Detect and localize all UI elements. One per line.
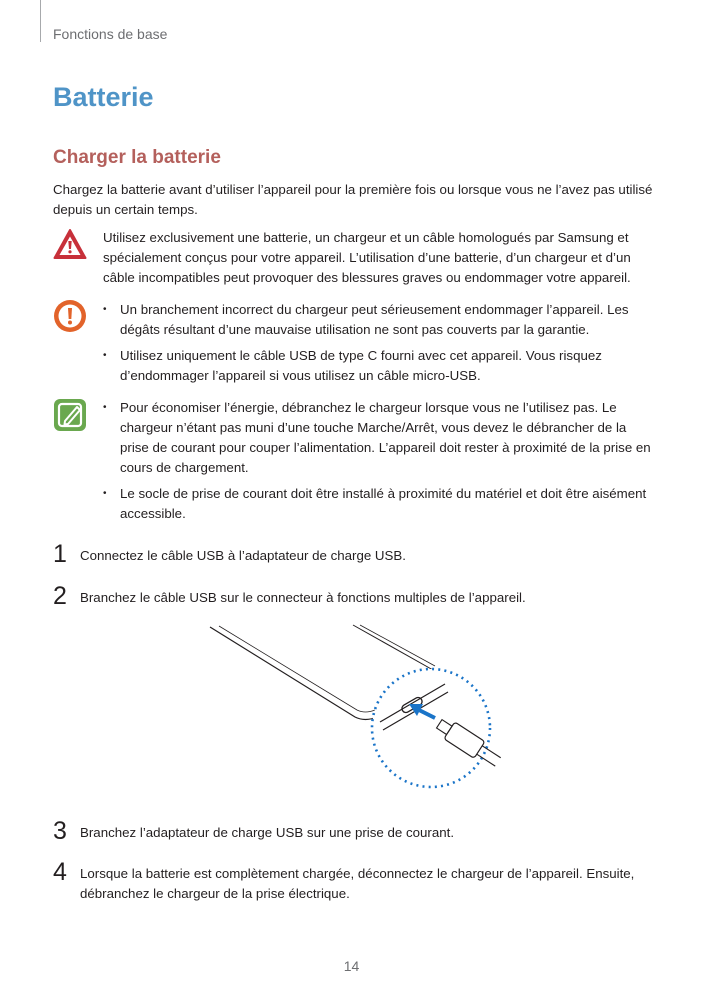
note-pencil-icon — [53, 398, 87, 432]
page-number: 14 — [343, 958, 360, 974]
step-text: Connectez le câble USB à l’adaptateur de charge USB. — [80, 548, 406, 563]
note-list — [103, 398, 653, 530]
step-number: 2 — [53, 582, 67, 610]
phone-side-edge — [360, 625, 435, 666]
note-item: • Le socle de prise de courant doit être installé à proximité du matériel et doit être aisément accessible. — [103, 484, 653, 524]
caution-item: • Utilisez uniquement le câble USB de type C fourni avec cet appareil. Vous risquez d’endommager l’appareil si vous utilisez un câble micro-USB. — [103, 346, 653, 386]
zoom-circle — [372, 669, 490, 787]
page-title: Batterie — [53, 82, 154, 112]
charging-illustration — [205, 622, 505, 812]
step-text: Lorsque la batterie est complètement chargée, déconnectez le chargeur de l’appareil. Ensuite, débranchez le chargeur de la prise électrique. — [80, 866, 635, 901]
step-text: Branchez le câble USB sur le connecteur à fonctions multiples de l’appareil. — [80, 590, 526, 605]
intro-paragraph: Chargez la batterie avant d’utiliser l’appareil pour la première fois ou lorsque vous ne l’avez pas utilisé depuis un certain temps. — [53, 182, 653, 217]
caution-list — [103, 300, 653, 392]
header-rule — [40, 0, 41, 42]
section-subtitle: Charger la batterie — [53, 147, 221, 168]
section-header: Fonctions de base — [53, 26, 168, 42]
warning-text: Utilisez exclusivement une batterie, un chargeur et un câble homologués par Samsung et spécialement conçus pour votre appareil. L’utilisation d’une batterie, d’un chargeur et d’un câble incompatibles peut provoquer des blessures graves ou endommager votre appareil. — [103, 230, 631, 285]
warning-triangle-icon — [53, 228, 87, 262]
caution-item: • Un branchement incorrect du chargeur peut sérieusement endommager l’appareil. Les dégâts résultant d’une mauvaise utilisation ne sont pas couverts par la garantie. — [103, 300, 653, 340]
step-number: 1 — [53, 540, 67, 568]
step-text: Branchez l’adaptateur de charge USB sur une prise de courant. — [80, 825, 455, 840]
note-item: • Pour économiser l’énergie, débranchez le chargeur lorsque vous ne l’utilisez pas. Le chargeur n’étant pas muni d’une touche Marche/Arrêt, vous devez le débrancher de la prise de courant pour couper l’alimentation. L’appareil doit rester à proximité de la prise en cours de chargement. — [103, 398, 653, 478]
step-number: 3 — [53, 817, 67, 845]
step-number: 4 — [53, 858, 67, 886]
caution-exclamation-icon — [53, 299, 87, 333]
